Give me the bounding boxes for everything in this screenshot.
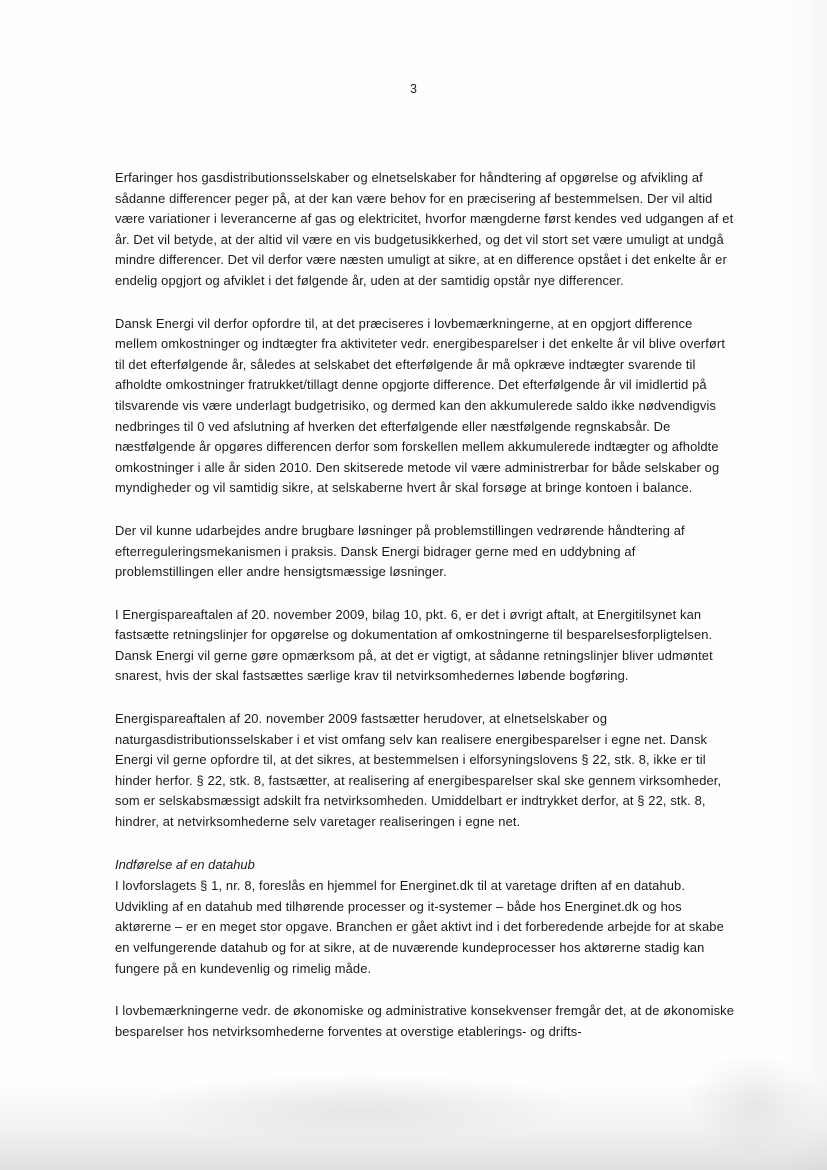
scan-artifact [690, 1055, 820, 1155]
paragraph: Energispareaftalen af 20. november 2009 fastsætter herudover, at elnetselskaber og naturgasdistributionsselskaber i et vist omfang selv kan realisere energibesparelser i egne net. Dansk Energi vil gerne opfordre til, at det sikres, at bestemmelsen i elforsyningslovens § 22, stk. 8, ikke er til hinder herfor. § 22, stk. 8, fastsætter, at realisering af energibesparelser skal ske gennem virksomheder, som er selskabsmæssigt adskilt fra netvirksomheden. Umiddelbart er indtrykket derfor, at § 22, stk. 8, hindrer, at netvirksomhederne selv varetager realiseringen i egne net. [115, 711, 722, 830]
document-body [115, 168, 735, 1042]
paragraph: Der vil kunne udarbejdes andre brugbare løsninger på problemstillingen vedrørende håndtering af efterreguleringsmekanismen i praksis. Dansk Energi bidrager gerne med en uddybning af problemstillingen eller andre hensigtsmæssige løsninger. [115, 522, 685, 580]
scan-edge-shadow-bottom [0, 1080, 827, 1170]
paragraph: Dansk Energi vil derfor opfordre til, at det præciseres i lovbemærkningerne, at en opgjort difference mellem omkostninger og indtægter fra aktiviteter vedr. energibesparelser i det enkelte år vil blive overført til det efterfølgende år, således at selskabet det efterfølgende år må opkræve indtægter svarende til afholdte omkostninger fratrukket/tillagt denne opgjorte difference. Det efterfølgende år vil imidlertid på tilsvarende vis være underlagt budgetrisiko, og dermed kan den akkumulerede saldo ikke nødvendigvis nedbringes til 0 ved afslutning af hverken det efterfølgende eller næstfølgende regnskabsår. De næstfølgende år opgøres differencen derfor som forskellen mellem akkumulerede indtægter og afholdte omkostninger i alle år siden 2010. Den skitserede metode vil være administrerbar for både selskaber og myndigheder og vil samtidig sikre, at selskaberne hvert år skal forsøge at bringe kontoen i balance. [115, 315, 726, 496]
page-number: 3 [410, 82, 417, 96]
section-datahub [115, 855, 735, 980]
paragraph: I lovforslagets § 1, nr. 8, foreslås en hjemmel for Energinet.dk til at varetage driften af en datahub. Udvikling af en datahub med tilhørende processer og it-systemer – både hos Energinet.dk og hos aktørerne – er en meget stor opgave. Branchen er gået aktivt ind i det forberedende arbejde for at skabe en velfungerende datahub og for at sikre, at de nuværende kundeprocesser hos aktørerne stadig kan fungere på en kundevenlig og rimelig måde. [115, 878, 724, 976]
scan-artifact [150, 1075, 570, 1145]
paragraph: Erfaringer hos gasdistributionsselskaber og elnetselskaber for håndtering af opgørelse og afvikling af sådanne differencer peger på, at der kan være behov for en præcisering af bestemmelsen. Der vil altid være variationer i leverancerne af gas og elektricitet, hvorfor mængderne først kendes ved udgangen af et år. Det vil betyde, at der altid vil være en vis budgetusikkerhed, og det vil stort set være umuligt at undgå mindre differencer. Det vil derfor være næsten umuligt at sikre, at en difference opstået i det enkelte år er endelig opgjort og afviklet i det følgende år, uden at der samtidig opstår nye differencer. [115, 170, 734, 288]
paragraph: I Energispareaftalen af 20. november 2009, bilag 10, pkt. 6, er det i øvrigt aftalt, at Energitilsynet kan fastsætte retningslinjer for opgørelse og dokumentation af omkostningerne til besparelsesforpligtelsen. Dansk Energi vil gerne gøre opmærksom på, at det er vigtigt, at sådanne retningslinjer bliver udmøntet snarest, hvis der skal fastsættes særlige krav til netvirksomhedernes løbende bogføring. [115, 606, 713, 684]
paragraph: I lovbemærkningerne vedr. de økonomiske og administrative konsekvenser fremgår det, at de økonomiske besparelser hos netvirksomhederne forventes at overstige etablerings- og drifts- [115, 1003, 735, 1039]
section-heading: Indførelse af en datahub [115, 856, 255, 872]
scan-edge-shadow-right [787, 0, 827, 1170]
